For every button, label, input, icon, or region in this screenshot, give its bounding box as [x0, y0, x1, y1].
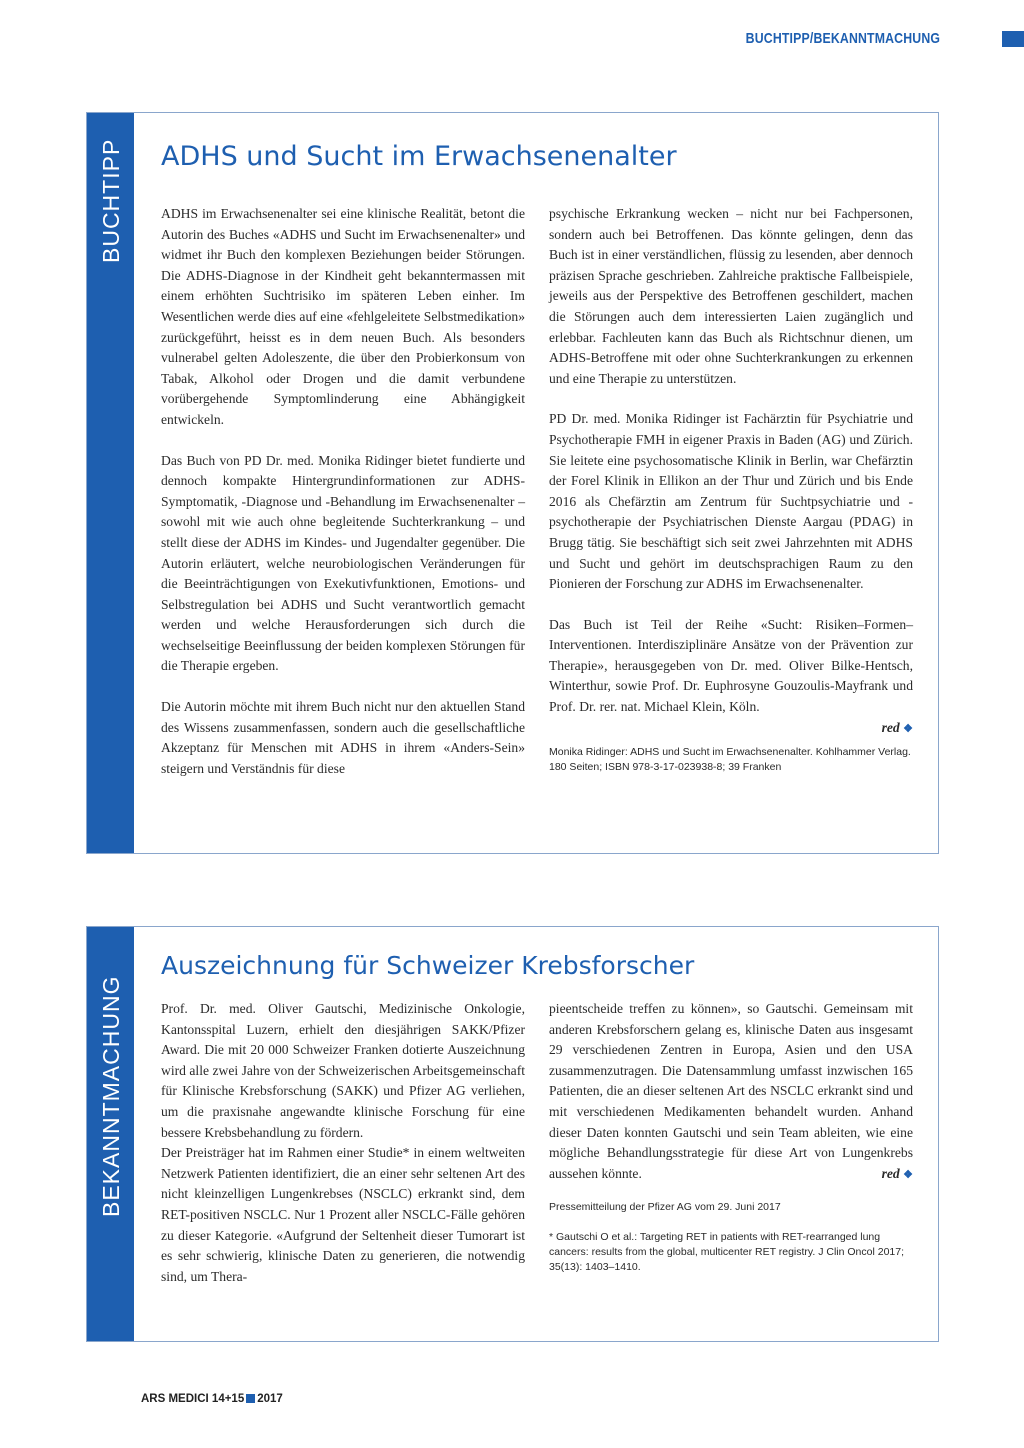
- buchtipp-side-bar: [87, 113, 134, 853]
- bekanntmachung-left-column: [161, 999, 525, 1287]
- paragraph: ADHS im Erwachsenenalter sei eine klinische Realität, betont die Autorin des Buches «ADHS und Sucht im Erwachsenenalter» und widmet ihr Buch den komplexen Beziehungen beider Störungen. Die ADHS-Diagnose in der Kindheit geht bekanntermassen mit einem erhöhten Suchtrisiko im späteren Leben einher. Im Wesentlichen werde dies auf eine «fehlgeleitete Selbstmedikation» zurückgeführt, heisst es in dem neuen Buch. Als besonders vulnerabel gelten Adoleszente, die über den Probierkonsum von Tabak, Alkohol oder Drogen und die damit verbundene vorübergehende Symptomlinderung eine Abhängigkeit entwickeln.: [161, 206, 525, 427]
- bekanntmachung-title: Auszeichnung für Schweizer Krebsforscher: [161, 951, 695, 980]
- journal-year: 2017: [257, 1393, 283, 1405]
- signature-line: [549, 718, 913, 740]
- diamond-icon: ❖: [903, 722, 913, 735]
- footnote: * Gautschi O et al.: Targeting RET in patients with RET-rearranged lung cancers: results from the global, multicenter RET registry. J Clin Oncol 2017; 35(13): 1403–1410.: [549, 1230, 905, 1273]
- buchtipp-left-column: [161, 204, 525, 779]
- paragraph: Das Buch ist Teil der Reihe «Sucht: Risiken–Formen–Interventionen. Interdisziplinäre Ansätze von der Prävention zur Therapie», herausgegeben von Dr. med. Oliver Bilke-Hentsch, Winterthur, sowie Prof. Dr. Euphrosyne Gouzoulis-Mayfrank und Prof. Dr. rer. nat. Michael Klein, Köln.: [549, 616, 913, 715]
- paragraph: Prof. Dr. med. Oliver Gautschi, Medizinische Onkologie, Kantonsspital Luzern, erhielt den diesjährigen SAKK/Pfizer Award. Die mit 20 000 Schweizer Franken dotierte Auszeichnung wird alle zwei Jahre von der Schweizerischen Arbeitsgemeinschaft für Klinische Krebsforschung (SAKK) und Pfizer AG verliehen, um die praxisnahe angewandte klinische Forschung für eine bessere Krebsbehandlung zu fördern.: [161, 1001, 525, 1140]
- bekanntmachung-side-label: BEKANNTMACHUNG: [98, 975, 124, 1217]
- section-title: BUCHTIPP/BEKANNTMACHUNG: [745, 30, 940, 47]
- bekanntmachung-box: [86, 926, 939, 1342]
- book-reference: Monika Ridinger: ADHS und Sucht im Erwachsenenalter. Kohlhammer Verlag. 180 Seiten; ISBN 978-3-17-023938-8; 39 Franken: [549, 746, 911, 774]
- paragraph: Der Preisträger hat im Rahmen einer Studie* in einem weltweiten Netzwerk Patienten identifiziert, die an einer sehr seltenen Art des nicht kleinzelligen Lungenkrebses (NSCLC) erkrankt sind, dem RET-positiven NSCLC. Nur 1 Prozent aller NSCLC-Fälle gehören zu dieser Kategorie. «Aufgrund der Seltenheit dieser Tumorart ist es sehr schwierig, klinische Daten zu generieren, die notwendig sind, um Thera-: [161, 1145, 525, 1284]
- paragraph: Die Autorin möchte mit ihrem Buch nicht nur den aktuellen Stand des Wissens zusammenfassen, sondern auch die gesellschaftliche Akzeptanz für Menschen mit ADHS in ihrem «Anders-Sein» steigern und Verständnis für diese: [161, 699, 525, 776]
- bekanntmachung-right-column: [549, 999, 913, 1275]
- buchtipp-title: ADHS und Sucht im Erwachsenenalter: [161, 141, 677, 172]
- bekanntmachung-side-bar: [87, 927, 134, 1341]
- signature: red: [881, 719, 900, 735]
- buchtipp-side-label: BUCHTIPP: [98, 138, 124, 263]
- buchtipp-box: [86, 112, 939, 854]
- press-release-note: Pressemitteilung der Pfizer AG vom 29. Juni 2017: [549, 1200, 781, 1213]
- footer-square-icon: [246, 1394, 255, 1403]
- page-footer: [141, 1393, 283, 1405]
- paragraph: Das Buch von PD Dr. med. Monika Ridinger bietet fundierte und dennoch kompakte Hintergrundinformationen zur ADHS-Symptomatik, -Diagnose und -Behandlung im Erwachsenenalter – sowohl mit wie auch ohne begleitende Suchterkrankung – und stellt diese der ADHS im Kindes- und Jugendalter gegenüber. Die Autorin erläutert, welche neurobiologischen Veränderungen für die Beeinträchtigungen von Exekutivfunktionen, Emotions- und Selbstregulation bei ADHS und Sucht verantwortlich gemacht werden und welche Herausforderungen sich durch die wechselseitige Beeinflussung der beiden komplexen Störungen für die Therapie ergeben.: [161, 452, 525, 674]
- signature: red: [881, 1166, 900, 1182]
- buchtipp-right-column: [549, 204, 913, 775]
- diamond-icon: ❖: [903, 1169, 913, 1182]
- paragraph: pieentscheide treffen zu können», so Gautschi. Gemeinsam mit anderen Krebsforschern gelang es, klinische Daten aus insgesamt 29 verschiedenen Zentren in Europa, Asien und den USA zusammenzutragen. Die Datensammlung umfasst inzwischen 165 Patienten, die an dieser seltenen Art des NSCLC erkrankt sind und mit verschiedenen Medikamenten behandelt wurden. Anhand dieser Daten konnten Gautschi und sein Team ableiten, wie eine mögliche Behandlungsstrategie für diese Art von Lungenkrebs aussehen könnte.: [549, 1001, 913, 1181]
- journal-name: ARS MEDICI 14+15: [141, 1393, 245, 1405]
- paragraph: psychische Erkrankung wecken – nicht nur bei Fachpersonen, sondern auch bei Betroffenen. Das könnte gelingen, denn das Buch ist in einer verständlichen, flüssig zu lesenden, aber dennoch präzisen Sprache geschrieben. Zahlreiche praktische Fallbeispiele, jeweils aus der Perspektive des Betroffenen geschildert, machen die Störungen auch dem interessierten Laien zugänglich und erlebbar. Fachleuten kann das Buch als Richtschnur dienen, um ADHS-Betroffene mit oder ohne Suchterkrankungen zu erkennen und eine Therapie zu unterstützen.: [549, 206, 913, 386]
- header-color-block: [1002, 31, 1024, 47]
- paragraph: PD Dr. med. Monika Ridinger ist Fachärztin für Psychiatrie und Psychotherapie FMH in eigener Praxis in Baden (AG) und Zürich. Sie leitete eine psychosomatische Klinik in Berlin, war Chefärztin der Forel Klinik in Ellikon an der Thur und Zürich und bis Ende 2016 als Chefärztin am Zentrum für Suchtpsychiatrie und -psychotherapie der Psychiatrischen Dienste Aargau (PDAG) in Brugg tätig. Sie beschäftigt sich seit zwei Jahrzehnten mit ADHS und Sucht und gehört im deutschsprachigen Raum zu den Pionieren der Forschung zur ADHS im Erwachsenenalter.: [549, 411, 913, 592]
